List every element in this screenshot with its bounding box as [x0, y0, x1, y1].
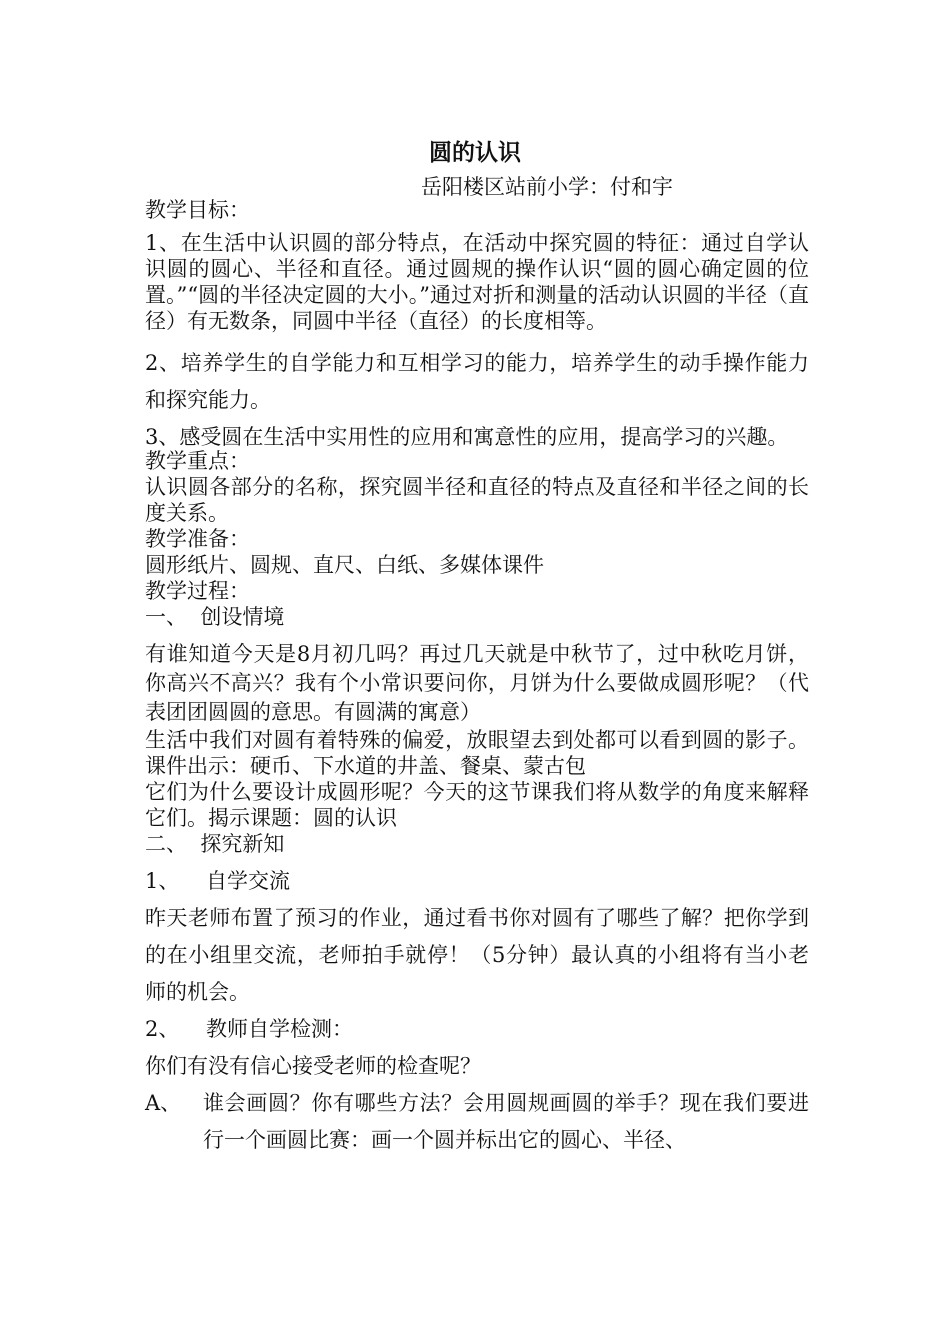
goals-heading: 教学目标： — [145, 198, 250, 222]
subsection-2-heading: 2、 教师自学检测： — [145, 1017, 354, 1041]
subsection-1-heading: 1、 自学交流 — [145, 869, 291, 893]
prep-heading: 教学准备： — [145, 527, 250, 551]
paragraph-3: 它们为什么要设计成圆形呢？今天的这节课我们将从数学的角度来解释它们。揭示课题：圆的认识 — [145, 780, 809, 830]
section-2-heading: 二、 探究新知 — [145, 832, 285, 856]
paragraph-5: 你们有没有信心接受老师的检查呢？ — [145, 1054, 481, 1078]
document-title: 圆的认识 — [429, 140, 521, 166]
list-item-a-text: 谁会画圆？你有哪些方法？会用圆规画圆的举手？现在我们要进行一个画圆比赛：画一个圆并标出它的圆心、半径、 — [203, 1091, 809, 1152]
author-line: 岳阳楼区站前小学：付和宇 — [421, 175, 673, 199]
list-item-a — [145, 1085, 809, 1159]
process-heading: 教学过程： — [145, 579, 250, 603]
goal-3: 3、感受圆在生活中实用性的应用和寓意性的应用，提高学习的兴趣。 — [145, 425, 789, 449]
paragraph-1: 有谁知道今天是8月初几吗？再过几天就是中秋节了，过中秋吃月饼，你高兴不高兴？我有个小常识要问你，月饼为什么要做成圆形呢？（代表团团圆圆的意思。有圆满的寓意） — [145, 642, 809, 724]
section-1-heading: 一、 创设情境 — [145, 605, 285, 629]
paragraph-2: 生活中我们对圆有着特殊的偏爱，放眼望去到处都可以看到圆的影子。课件出示：硬币、下水道的井盖、餐桌、蒙古包 — [145, 728, 809, 778]
focus-heading: 教学重点： — [145, 449, 250, 473]
focus-text: 认识圆各部分的名称，探究圆半径和直径的特点及直径和半径之间的长度关系。 — [145, 475, 809, 525]
goal-2: 2、培养学生的自学能力和互相学习的能力，培养学生的动手操作能力和探究能力。 — [145, 351, 809, 412]
goal-1: 1、在生活中认识圆的部分特点，在活动中探究圆的特征：通过自学认识圆的圆心、半径和直径。通过圆规的操作认识“圆的圆心确定圆的位置。”“圆的半径决定圆的大小。”通过对折和测量的活动认识圆的半径（直径）有无数条，同圆中半径（直径）的长度相等。 — [145, 231, 809, 333]
list-item-a-marker: A、 — [145, 1091, 182, 1115]
prep-text: 圆形纸片、圆规、直尺、白纸、多媒体课件 — [145, 553, 544, 577]
paragraph-4: 昨天老师布置了预习的作业，通过看书你对圆有了哪些了解？把你学到的在小组里交流，老师拍手就停！（5分钟）最认真的小组将有当小老师的机会。 — [145, 906, 809, 1004]
document-body — [145, 197, 809, 1159]
